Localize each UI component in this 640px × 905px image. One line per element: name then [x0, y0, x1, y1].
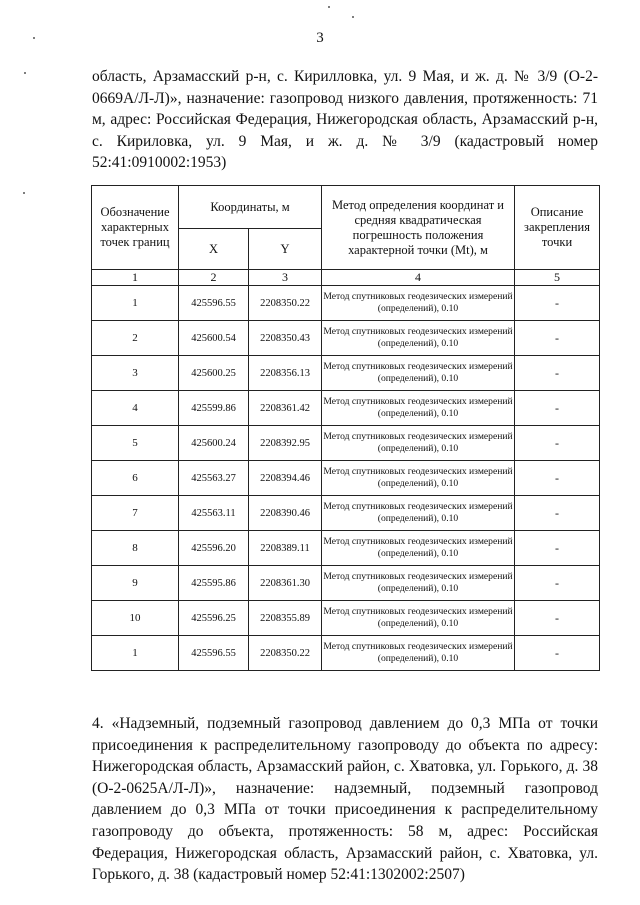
header-y: Y [249, 229, 322, 270]
point-number: 6 [92, 461, 179, 496]
header-method: Метод определения координат и средняя квадратическая погрешность положения характерной точки (Mt), м [322, 186, 515, 270]
column-number: 1 [92, 270, 179, 286]
method-cell: Метод спутниковых геодезических измерений (определений), 0.10 [322, 356, 515, 391]
coord-y: 2208350.22 [249, 636, 322, 671]
coord-y: 2208356.13 [249, 356, 322, 391]
point-number: 3 [92, 356, 179, 391]
coord-x: 425596.55 [179, 286, 249, 321]
column-number: 3 [249, 270, 322, 286]
table-row [92, 391, 600, 426]
method-cell: Метод спутниковых геодезических измерений (определений), 0.10 [322, 286, 515, 321]
coord-y: 2208355.89 [249, 601, 322, 636]
scan-dot [24, 72, 26, 74]
fixing-cell: - [515, 426, 600, 461]
coord-x: 425563.27 [179, 461, 249, 496]
point-number: 7 [92, 496, 179, 531]
coord-x: 425600.54 [179, 321, 249, 356]
header-point-designation: Обозначение характерных точек границ [92, 186, 179, 270]
table-row [92, 426, 600, 461]
method-cell: Метод спутниковых геодезических измерений (определений), 0.10 [322, 601, 515, 636]
coord-y: 2208361.42 [249, 391, 322, 426]
method-cell: Метод спутниковых геодезических измерений (определений), 0.10 [322, 391, 515, 426]
header-x: X [179, 229, 249, 270]
header-coordinates: Координаты, м [179, 186, 322, 229]
intro-paragraph: область, Арзамасский р-н, с. Кирилловка, ул. 9 Мая, и ж. д. № 3/9 (О-2-0669А/Л-Л)», назначение: газопровод низкого давления, протяженность: 71 м, адрес: Российская Федерация, Нижегородская область, Арзамасский р-н, с. Кириловка, ул. 9 Мая, и ж. д. № 3/9 (кадастровый номер 52:41:0910002:1953) [92, 68, 598, 172]
point-number: 2 [92, 321, 179, 356]
column-number: 2 [179, 270, 249, 286]
header-fixing: Описание закрепления точки [515, 186, 600, 270]
fixing-cell: - [515, 461, 600, 496]
method-cell: Метод спутниковых геодезических измерений (определений), 0.10 [322, 496, 515, 531]
coord-y: 2208389.11 [249, 531, 322, 566]
table-row [92, 566, 600, 601]
coord-x: 425600.25 [179, 356, 249, 391]
coord-x: 425599.86 [179, 391, 249, 426]
coord-x: 425595.86 [179, 566, 249, 601]
table-row [92, 531, 600, 566]
fixing-cell: - [515, 601, 600, 636]
scan-dot [352, 16, 354, 18]
method-cell: Метод спутниковых геодезических измерений (определений), 0.10 [322, 461, 515, 496]
point-number: 10 [92, 601, 179, 636]
table-row [92, 636, 600, 671]
coord-y: 2208350.43 [249, 321, 322, 356]
coord-x: 425596.25 [179, 601, 249, 636]
table-row [92, 321, 600, 356]
method-cell: Метод спутниковых геодезических измерений (определений), 0.10 [322, 426, 515, 461]
coord-y: 2208392.95 [249, 426, 322, 461]
method-cell: Метод спутниковых геодезических измерений (определений), 0.10 [322, 321, 515, 356]
fixing-cell: - [515, 356, 600, 391]
fixing-cell: - [515, 321, 600, 356]
coord-y: 2208350.22 [249, 286, 322, 321]
fixing-cell: - [515, 496, 600, 531]
coord-x: 425596.20 [179, 531, 249, 566]
item4-paragraph: 4. «Надземный, подземный газопровод давлением до 0,3 МПа от точки присоединения к распределительному газопроводу до объекта по адресу: Нижегородская область, Арзамасский район, с. Хватовка, ул. Горького, д. 38 (О-2-0625А/Л-Л)», назначение: надземный, подземный газопровод давлением до 0,3 МПа от точки присоединения к распределительному газопроводу до объекта, протяженность: 58 м, адрес: Российская Федерация, Нижегородская область, Арзамасский район, с. Хватовка, ул. Горького, д. 38 (кадастровый номер 52:41:1302002:2507) [92, 715, 598, 884]
fixing-cell: - [515, 636, 600, 671]
method-cell: Метод спутниковых геодезических измерений (определений), 0.10 [322, 636, 515, 671]
fixing-cell: - [515, 391, 600, 426]
table-row [92, 496, 600, 531]
coord-y: 2208390.46 [249, 496, 322, 531]
table-row [92, 356, 600, 391]
point-number: 4 [92, 391, 179, 426]
coord-y: 2208361.30 [249, 566, 322, 601]
point-number: 8 [92, 531, 179, 566]
point-number: 9 [92, 566, 179, 601]
fixing-cell: - [515, 531, 600, 566]
coordinates-table [91, 185, 600, 671]
method-cell: Метод спутниковых геодезических измерений (определений), 0.10 [322, 531, 515, 566]
coord-x: 425563.11 [179, 496, 249, 531]
method-cell: Метод спутниковых геодезических измерений (определений), 0.10 [322, 566, 515, 601]
page-number: 3 [316, 30, 324, 46]
coord-x: 425596.55 [179, 636, 249, 671]
column-number: 5 [515, 270, 600, 286]
coord-x: 425600.24 [179, 426, 249, 461]
table-row [92, 461, 600, 496]
fixing-cell: - [515, 566, 600, 601]
scan-dot [328, 6, 330, 8]
point-number: 1 [92, 636, 179, 671]
column-number: 4 [322, 270, 515, 286]
point-number: 1 [92, 286, 179, 321]
table-row [92, 286, 600, 321]
coord-y: 2208394.46 [249, 461, 322, 496]
table-row [92, 601, 600, 636]
scan-dot [23, 192, 25, 194]
fixing-cell: - [515, 286, 600, 321]
point-number: 5 [92, 426, 179, 461]
